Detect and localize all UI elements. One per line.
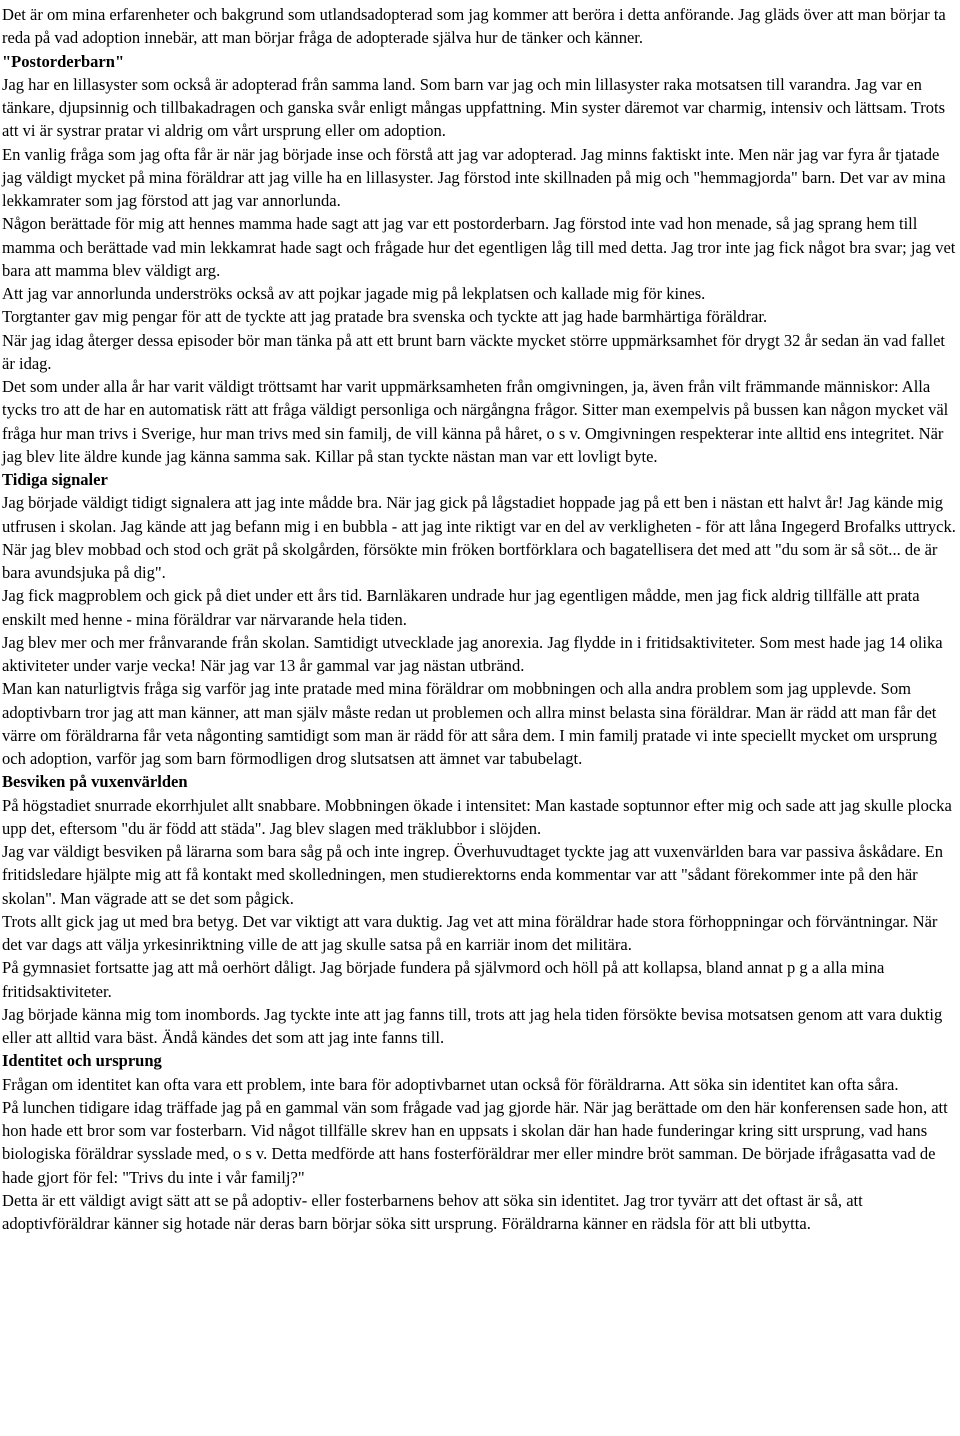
paragraph: På gymnasiet fortsatte jag att må oerhört dåligt. Jag började fundera på självmord och höll på att kollapsa, bland annat p g a alla mina fritidsaktiviteter. <box>2 958 885 1001</box>
heading-tidiga-signaler: Tidiga signaler <box>2 470 108 489</box>
paragraph: En vanlig fråga som jag ofta får är när jag började inse och förstå att jag var adopterad. Jag minns faktiskt inte. Men när jag var fyra år tjatade jag väldigt mycket på mina föräldrar att jag ville ha en lillasyster. Jag förstod inte skillnaden på mig och "hemmagjorda" barn. Det var av mina lekkamrater som jag förstod att jag var annorlunda. <box>2 144 946 210</box>
paragraph: På högstadiet snurrade ekorrhjulet allt snabbare. Mobbningen ökade i intensitet: Man kastade soptunnor efter mig och sade att jag skulle plocka upp det, eftersom "du är född att städa". Jag blev slagen med träklubbor i slöjden. <box>2 795 952 838</box>
paragraph: Jag fick magproblem och gick på diet under ett års tid. Barnläkaren undrade hur jag egentligen mådde, men jag fick aldrig tillfälle att prata enskilt med henne - mina föräldrar var närvarande hela tiden. <box>2 586 920 629</box>
paragraph: Jag blev mer och mer frånvarande från skolan. Samtidigt utvecklade jag anorexia. Jag flydde in i fritidsaktiviteter. Som mest hade jag 14 olika aktiviteter under varje vecka! När jag var 13 år gammal var jag nästan utbränd. <box>2 632 943 675</box>
paragraph: Jag började känna mig tom inombords. Jag tyckte inte att jag fanns till, trots att jag hela tiden försökte bevisa motsatsen genom att vara duktig eller att alltid vara bäst. Ändå kändes det som att jag inte fanns till. <box>2 1004 943 1047</box>
paragraph: Trots allt gick jag ut med bra betyg. Det var viktigt att vara duktig. Jag vet att mina föräldrar hade stora förhoppningar och förväntningar. När det var dags att välja yrkesinriktning ville de att jag skulle satsa på en karriär inom det militära. <box>2 911 938 954</box>
heading-besviken-pa-vuxenvarlden: Besviken på vuxenvärlden <box>2 772 188 792</box>
paragraph: På lunchen tidigare idag träffade jag på en gammal vän som frågade vad jag gjorde här. När jag berättade om den här konferensen sade hon, att hon hade ett bror som var fosterbarn. Vid något tillfälle skrev han en uppsats i skolan där han hade funderingar kring sitt ursprung, vad hans biologiska föräldrar sysslade med, o s v. Detta medförde att hans fosterföräldrar mer eller mindre bröt samman. De började ifrågasatta vad de hade gjort för fel: "Trivs du inte i vår familj?" <box>2 1097 948 1187</box>
paragraph: Det som under alla år har varit väldigt tröttsamt har varit uppmärksamheten från omgivningen, ja, även från vilt främmande människor: Alla tycks tro att de har en automatisk rätt att fråga väldigt personliga och närgångna frågor. Sitter man exempelvis på bussen kan någon mycket väl fråga hur man trivs i Sverige, hur man trivs med sin familj, de vill känna på håret, o s v. Omgivningen respekterar inte alltid ens integritet. När jag blev lite äldre kunde jag känna samma sak. Killar på stan tyckte nästan man var ett lovligt byte. <box>2 377 949 466</box>
paragraph: Jag började väldigt tidigt signalera att jag inte mådde bra. När jag gick på lågstadiet hoppade jag på ett ben i nästan ett halvt år! Jag kände mig utfrusen i skolan. Jag kände att jag befann mig i en bubbla - att jag inte riktigt var en del av verkligheten - för att låna Ingegerd Brofalks uttryck. När jag blev mobbad och stod och grät på skolgården, försökte min fröken bortförklara och bagatellisera det med att "du som är så söt... de är bara avundsjuka på dig". <box>2 493 956 582</box>
paragraph: När jag idag återger dessa episoder bör man tänka på att ett brunt barn väckte mycket större uppmärksamhet för drygt 32 år sedan än vad fallet är idag. <box>2 330 945 373</box>
heading-postorderbarn: "Postorderbarn" <box>2 51 125 71</box>
paragraph: Någon berättade för mig att hennes mamma hade sagt att jag var ett postorderbarn. Jag förstod inte vad hon menade, så jag sprang hem till mamma och berättade vad min lekkamrat hade sagt och frågade hur det egentligen låg till med detta. Jag tror inte jag fick något bra svar; jag vet bara att mamma blev väldigt arg. <box>2 214 956 280</box>
paragraph: Att jag var annorlunda underströks också av att pojkar jagade mig på lekplatsen och kallade mig för kines. <box>2 284 706 303</box>
paragraph: Detta är ett väldigt avigt sätt att se på adoptiv- eller fosterbarnens behov att söka sin identitet. Jag tror tyvärr att det oftast är så, att adoptivföräldrar känner sig hotade när deras barn börjar söka sitt ursprung. Föräldrarna känner en rädsla för att bli utbytta. <box>2 1190 863 1233</box>
document-body <box>2 3 956 1235</box>
heading-identitet-och-ursprung: Identitet och ursprung <box>2 1051 162 1071</box>
paragraph: Man kan naturligtvis fråga sig varför jag inte pratade med mina föräldrar om mobbningen och alla andra problem som jag upplevde. Som adoptivbarn tror jag att man känner, att man själv måste redan ut problemen och allra minst belasta sina föräldrar. Man är rädd att man får det värre om föräldrarna får veta någonting samtidigt som man är rädd för att såra dem. I min familj pratade vi inte speciellt mycket om ursprung och adoption, varför jag som barn förmodligen drog slutsatsen att ämnet var tabubelagt. <box>2 679 938 768</box>
paragraph: Jag har en lillasyster som också är adopterad från samma land. Som barn var jag och min lillasyster raka motsatsen till varandra. Jag var en tänkare, djupsinnig och tillbakadragen och ganska svår enligt mångas uppfattning. Min syster däremot var charmig, intensiv och lättsam. Trots att vi är systrar pratar vi aldrig om vårt ursprung eller om adoption. <box>2 74 945 141</box>
paragraph: Jag var väldigt besviken på lärarna som bara såg på och inte ingrep. Överhuvudtaget tyckte jag att vuxenvärlden bara var passiva åskådare. En fritidsledare hjälpte mig att få kontakt med skolledningen, men studierektorns enda kommentar var att "sådant förekommer inte på den här skolan". Man vägrade att se det som pågick. <box>2 842 944 908</box>
paragraph-intro: Det är om mina erfarenheter och bakgrund som utlandsadopterad som jag kommer att beröra i detta anförande. Jag gläds över att man börjar ta reda på vad adoption innebär, att man börjar fråga de adopterade själva hur de tänker och känner. <box>2 5 946 48</box>
paragraph: Frågan om identitet kan ofta vara ett problem, inte bara för adoptivbarnet utan också för föräldrarna. Att söka sin identitet kan ofta såra. <box>2 1074 899 1094</box>
paragraph: Torgtanter gav mig pengar för att de tyckte att jag pratade bra svenska och tyckte att jag hade barmhärtiga föräldrar. <box>2 307 768 327</box>
